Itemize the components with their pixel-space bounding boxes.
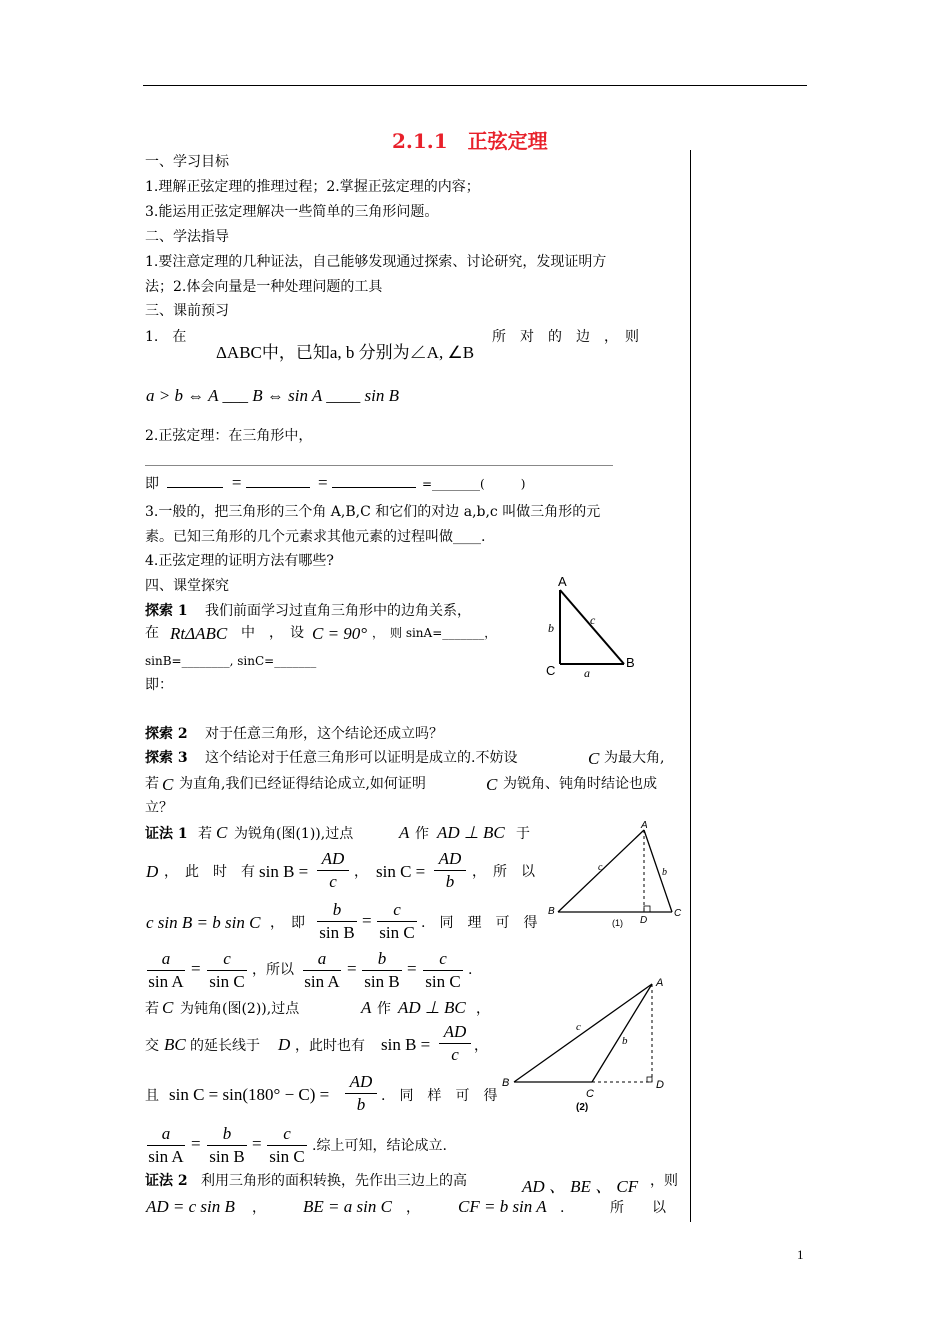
fig2-label-c: c: [576, 1021, 581, 1033]
explore-1-line2-c: C = 90°: [312, 624, 368, 643]
explore-1-line3: sinB=________, sinC=_______: [145, 654, 317, 668]
fig2-label-B: B: [502, 1077, 510, 1089]
section-heading-explore: 四、课堂探究: [145, 578, 229, 594]
section-heading-objectives: 一、学习目标: [145, 154, 229, 170]
explore-3-line1: 这个结论对于任意三角形可以证明是成立的.不妨设: [205, 750, 518, 766]
proof-2-l1-c: 作: [377, 1001, 391, 1017]
preview-q4: 4.正弦定理的证明方法有哪些?: [145, 553, 334, 569]
frac-b-sinB: b sin B: [316, 899, 358, 944]
explore-3-C1: C: [588, 749, 600, 768]
explore-3-C3: C: [486, 775, 498, 794]
frac-a-sinA-2: a sin A: [304, 949, 340, 991]
proof-3-l1: 利用三角形的面积转换，先作出三边上的高: [201, 1173, 467, 1189]
frac-AD-b-2: AD b: [344, 1071, 378, 1116]
proof-1-l1-d: 于: [516, 826, 530, 842]
proof-1-l3-a: ， 即: [270, 915, 305, 931]
eq-2: =: [191, 959, 201, 978]
proof-2-comma-2: ，: [474, 1038, 488, 1054]
fig1-label-A: A: [641, 820, 648, 831]
preview-q1-num: 1. 在: [145, 329, 187, 345]
explore-3-line2-b: 为直角,我们已经证得结论成立,如何证明: [179, 776, 426, 792]
right-triangle-figure: [542, 572, 642, 680]
period-1: .: [468, 962, 473, 978]
proof-1-l2-c: ， 所 以: [472, 864, 535, 880]
proof-3-comma-2: ，: [406, 1200, 420, 1216]
explore-3-line3: 立？: [145, 800, 173, 816]
explore-1-label: 探索 1: [145, 603, 188, 619]
proof-1-sinB-eq: sin B =: [259, 862, 309, 881]
explore-1-line2-math: RtΔABC: [170, 624, 228, 643]
frac-b-sinB-2: b sin B: [361, 948, 403, 993]
fig1-label-b: b: [662, 867, 667, 878]
preview-q2-fill[interactable]: 即 = = =________( ): [145, 473, 526, 492]
explore-3-label: 探索 3: [145, 750, 188, 766]
fig2-label-C: C: [586, 1088, 594, 1100]
proof-2-sinB-eq: sin B =: [381, 1035, 431, 1054]
preview-q2-underline: [145, 465, 613, 466]
proof-1-A: A: [399, 823, 410, 842]
section-heading-method: 二、学法指导: [145, 229, 229, 245]
proof-2-BC: BC: [164, 1035, 186, 1054]
proof-2-l1-math: AD ⊥ BC: [398, 998, 466, 1017]
preview-q1-tail: 所 对 的 边 ， 则: [492, 329, 639, 345]
fig1-label-D: D: [640, 915, 648, 926]
eq-1: =: [362, 911, 372, 930]
fig2-label-b: b: [622, 1035, 628, 1047]
proof-1-l3-math: c sin B = b sin C: [146, 913, 261, 932]
page-title: 2.1.1 正弦定理: [392, 129, 548, 153]
eq-3: =: [347, 959, 357, 978]
eq-4: =: [407, 959, 417, 978]
explore-2-text: 对于任意三角形，这个结论还成立吗？: [205, 726, 443, 742]
fig-right-label-B: B: [626, 655, 635, 670]
proof-1-sinC-eq: sin C =: [376, 862, 426, 881]
explore-1-line2-b: 中 ， 设: [241, 625, 304, 641]
fig1-caption: (1): [612, 918, 623, 928]
figure-1-acute-triangle: [544, 820, 690, 932]
proof-2-l1-a: 若: [145, 1001, 159, 1017]
fill-tail: =________( ): [422, 477, 526, 491]
fill-prefix: 即: [145, 476, 159, 492]
preview-q1-line2: a > b ⇔ A ___ B ⇔ sin A ____ sin B: [146, 386, 399, 405]
explore-3-C2: C: [162, 775, 174, 794]
fig2-caption: (2): [576, 1102, 589, 1113]
proof-2-l3-math: sin C = sin(180° − C) =: [169, 1085, 330, 1104]
fig-right-label-C: C: [546, 663, 556, 678]
explore-3-line2-c: 为锐角、钝角时结论也成: [503, 776, 657, 792]
section-heading-preview: 三、课前预习: [145, 303, 229, 319]
eq-5: =: [191, 1134, 201, 1153]
objectives-line-2: 3.能运用正弦定理解决一些简单的三角形问题。: [145, 204, 439, 220]
proof-1-l1-c: 作: [415, 826, 429, 842]
fig-right-label-A: A: [558, 574, 567, 589]
page-number: 1: [797, 1247, 804, 1262]
proof-3-period: .: [560, 1200, 565, 1216]
proof-1-l1-math: AD ⊥ BC: [437, 823, 505, 842]
proof-1-l2-b: ，: [354, 864, 368, 880]
proof-3-label: 证法 2: [145, 1173, 188, 1189]
explore-1-line2-a: 在: [145, 625, 159, 641]
frac-c-sinC-1: c sin C: [376, 899, 418, 944]
explore-3-line2-a: 若: [145, 776, 159, 792]
preview-q2: 2.正弦定理：在三角形中，: [145, 428, 313, 444]
explore-1-line2-d: ， 则 sinA=_______，: [372, 626, 497, 640]
fig-right-label-b: b: [548, 621, 554, 635]
proof-3-l2-d: 所 以: [610, 1200, 666, 1216]
method-line-2: 法；2.体会向量是一种处理问题的工具: [145, 279, 383, 295]
fig-right-label-a: a: [584, 666, 590, 680]
frac-a-sinA-3: a sin A: [148, 1124, 184, 1166]
fig1-label-B: B: [548, 906, 555, 917]
proof-2-l3-b: . 同 样 可 得: [381, 1088, 498, 1104]
frac-c-sinC-2: c sin C: [206, 948, 248, 993]
proof-1-C: C: [216, 823, 228, 842]
proof-1-l3-b: . 同 理 可 得: [421, 915, 538, 931]
proof-1-l2-a: ， 此 时 有: [164, 864, 255, 880]
frac-AD-c: AD c: [316, 848, 350, 893]
fig-right-label-c: c: [590, 613, 596, 627]
fig1-label-C: C: [674, 908, 682, 919]
objectives-line-1: 1.理解正弦定理的推理过程；2.掌握正弦定理的内容；: [145, 179, 480, 195]
proof-1-l1-b: 为锐角(图(1)),过点: [234, 826, 354, 842]
fig2-label-D: D: [656, 1079, 664, 1091]
header-rule: [143, 85, 807, 86]
proof-1-l4-a: ，所以: [252, 962, 294, 978]
proof-2-D: D: [278, 1035, 291, 1054]
fig1-label-c: c: [598, 862, 603, 873]
proof-1-l1-a: 若: [198, 826, 212, 842]
proof-2-l1-b: 为钝角(图(2)),过点: [180, 1001, 300, 1017]
proof-2-l4: .综上可知，结论成立.: [312, 1138, 447, 1154]
explore-2-label: 探索 2: [145, 726, 188, 742]
proof-2-l3-a: 且: [145, 1088, 159, 1104]
method-line-1: 1.要注意定理的几种证法，自己能够发现通过探索、讨论研究，发现证明方: [145, 254, 607, 270]
proof-1-D: D: [146, 862, 159, 881]
explore-1-text: 我们前面学习过直角三角形中的边角关系，: [205, 603, 471, 619]
fig2-label-A: A: [656, 977, 664, 989]
proof-3-l1-b: ，则: [650, 1173, 678, 1189]
figure-2-obtuse-triangle: [498, 970, 676, 1116]
preview-q3-line-2: 素。已知三角形的几个元素求其他元素的过程叫做____.: [145, 529, 486, 545]
proof-2-A: A: [361, 998, 372, 1017]
proof-3-l1-math: AD 、 BE 、 CF: [522, 1177, 639, 1196]
frac-c-sinC-4: c sin C: [266, 1123, 308, 1168]
eq-6: =: [252, 1134, 262, 1153]
preview-q3-line-1: 3.一般的，把三角形的三个角 A,B,C 和它们的对边 a,b,c 叫做三角形的元: [145, 504, 601, 520]
preview-q1-math: ΔABC中，已知a, b 分别为∠A, ∠B: [216, 343, 475, 362]
proof-3-l2-a: AD = c sin B: [146, 1197, 235, 1216]
proof-3-comma-1: ，: [252, 1200, 266, 1216]
proof-3-l2-c: CF = b sin A: [458, 1197, 547, 1216]
frac-a-sinA-1: a sin A: [148, 949, 184, 991]
proof-2-l2-b: 的延长线于: [190, 1038, 260, 1054]
proof-2-C: C: [162, 998, 174, 1017]
proof-2-l2-a: 交: [145, 1038, 159, 1054]
proof-2-comma: ，: [476, 1001, 490, 1017]
frac-b-sinB-3: b sin B: [206, 1123, 248, 1168]
proof-3-l2-b: BE = a sin C: [303, 1197, 392, 1216]
proof-2-l2-c: ，此时也有: [295, 1038, 365, 1054]
frac-AD-b: AD b: [433, 848, 467, 893]
explore-3-line1-b: 为最大角,: [604, 750, 665, 766]
explore-1-line4: 即：: [145, 677, 173, 693]
frac-c-sinC-3: c sin C: [422, 948, 464, 993]
proof-1-label: 证法 1: [145, 826, 188, 842]
right-column-border: [690, 150, 691, 1222]
frac-AD-c-2: AD c: [438, 1021, 472, 1066]
